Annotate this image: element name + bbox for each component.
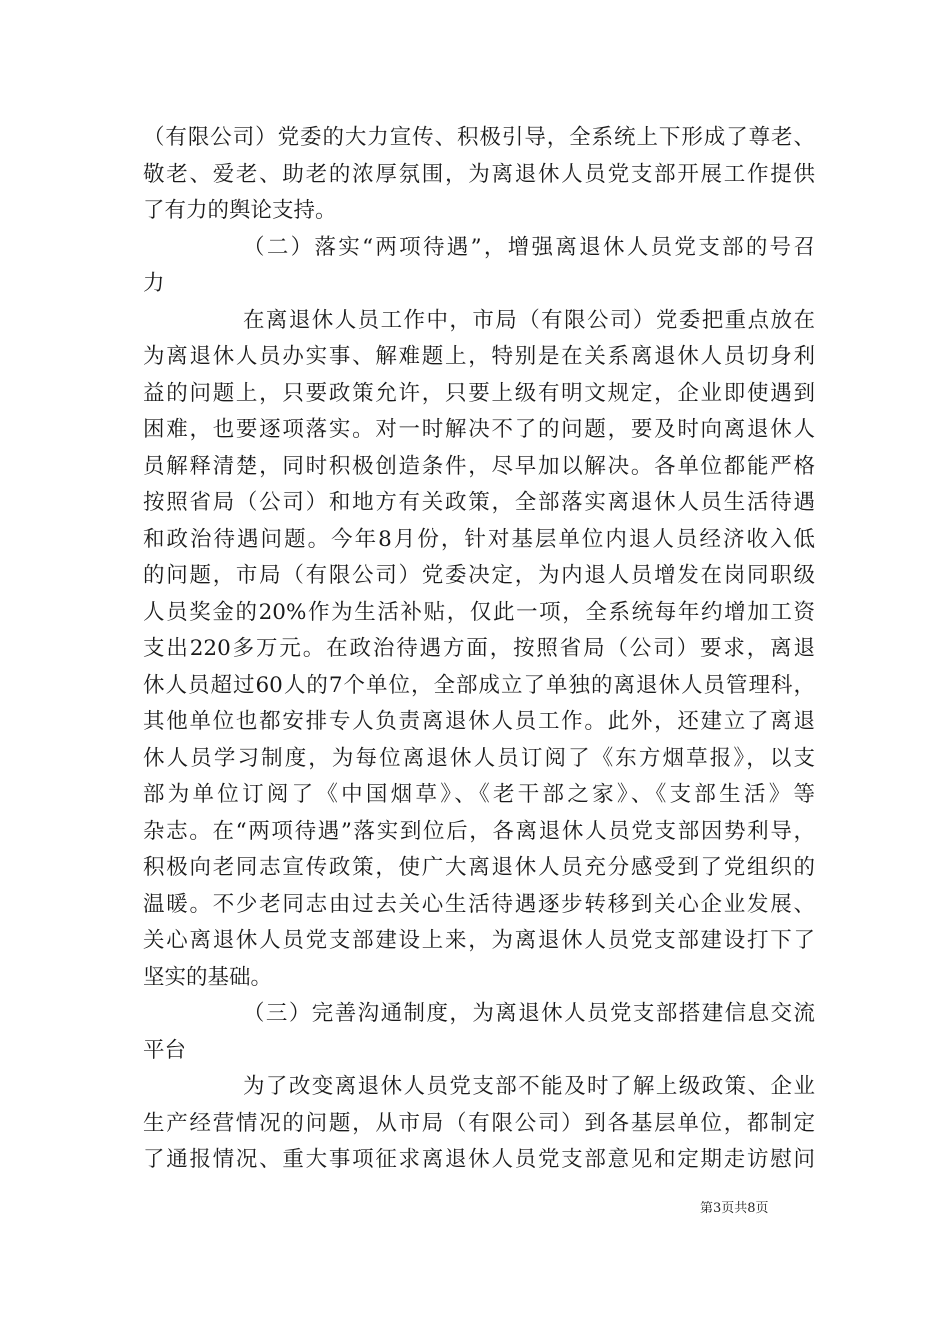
text-line: 关心离退休人员党支部建设上来，为离退休人员党支部建设打下了	[143, 928, 815, 953]
text-line: 员解释清楚，同时积极创造条件，尽早加以解决。各单位都能严格	[143, 453, 815, 479]
page-number: 第3页共8页	[700, 1201, 769, 1216]
paragraph-first-line: 为了改变离退休人员党支部不能及时了解上级政策、企业	[243, 1074, 815, 1099]
text-line: 的问题，市局（有限公司）党委决定，为内退人员增发在岗同职级	[143, 563, 815, 588]
text-line: 和政治待遇问题。今年8月份，针对基层单位内退人员经济收入低	[143, 526, 815, 552]
text-line: 困难，也要逐项落实。对一时解决不了的问题，要及时向离退休人	[143, 417, 815, 442]
text-line: 人员奖金的20%作为生活补贴，仅此一项，全系统每年约增加工资	[143, 599, 815, 625]
text-line: 生产经营情况的问题，从市局（有限公司）到各基层单位，都制定	[143, 1110, 815, 1136]
text-line: 为离退休人员办实事、解难题上，特别是在关系离退休人员切身利	[143, 344, 815, 369]
text-line: 按照省局（公司）和地方有关政策，全部落实离退休人员生活待遇	[143, 490, 815, 515]
body-text	[143, 120, 815, 1179]
text-line: 杂志。在“两项待遇”落实到位后，各离退休人员党支部因势利导，	[143, 818, 815, 844]
text-line: 坚实的基础。	[143, 964, 273, 990]
section-heading-line: （三）完善沟通制度，为离退休人员党支部搭建信息交流	[243, 1001, 815, 1026]
text-line: 积极向老同志宣传政策，使广大离退休人员充分感受到了党组织的	[143, 855, 815, 880]
text-line: 益的问题上，只要政策允许，只要上级有明文规定，企业即使遇到	[143, 380, 815, 406]
text-line: 了有力的舆论支持。	[143, 198, 337, 223]
text-line: 休人员学习制度，为每位离退休人员订阅了《东方烟草报》，以支	[143, 745, 815, 771]
text-line: 力	[143, 271, 165, 296]
text-line: 休人员超过60人的7个单位，全部成立了单独的离退休人员管理科，	[143, 672, 815, 698]
text-line: 支出220多万元。在政治待遇方面，按照省局（公司）要求，离退	[143, 636, 815, 661]
text-line: 其他单位也都安排专人负责离退休人员工作。此外，还建立了离退	[143, 709, 815, 734]
text-line: 温暖。不少老同志由过去关心生活待遇逐步转移到关心企业发展、	[143, 891, 815, 917]
text-line: （有限公司）党委的大力宣传、积极引导，全系统上下形成了尊老、	[143, 125, 815, 150]
text-line: 部为单位订阅了《中国烟草》、《老干部之家》、《支部生活》等	[143, 782, 815, 807]
text-line: 了通报情况、重大事项征求离退休人员党支部意见和定期走访慰问	[143, 1147, 815, 1172]
paragraph-first-line: 在离退休人员工作中，市局（有限公司）党委把重点放在	[243, 307, 815, 333]
section-heading-line: （二）落实“两项待遇”，增强离退休人员党支部的号召	[243, 234, 815, 260]
text-line: 平台	[143, 1037, 187, 1063]
text-line: 敬老、爱老、助老的浓厚氛围，为离退休人员党支部开展工作提供	[143, 161, 815, 187]
